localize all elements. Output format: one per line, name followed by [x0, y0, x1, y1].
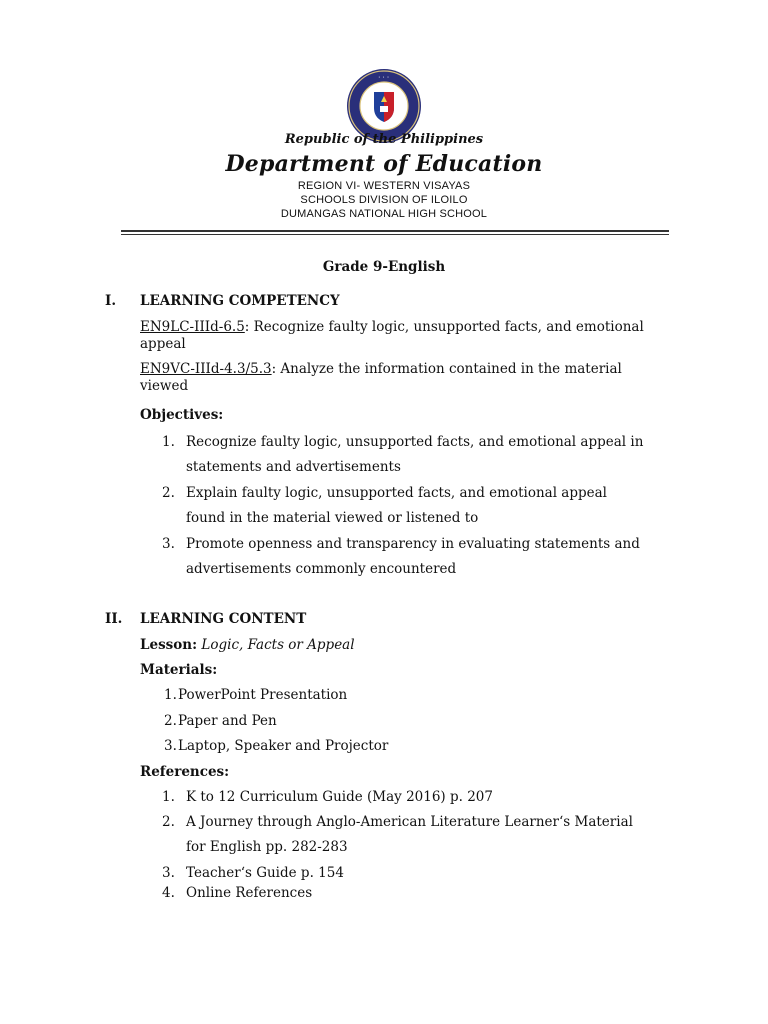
lesson-label: Lesson: — [140, 637, 198, 653]
competency-2-continuation: viewed — [140, 378, 189, 394]
reference-1-line1: K to 12 Curriculum Guide (May 2016) p. 207 — [186, 789, 493, 805]
department-title: Department of Education — [225, 151, 543, 177]
material-2-number: 2. — [164, 713, 177, 729]
references-label: References: — [140, 764, 230, 780]
objective-2-line2: found in the material viewed or listened to — [186, 510, 479, 526]
objective-1-number: 1. — [162, 434, 175, 450]
reference-1-number: 1. — [162, 789, 175, 805]
competency-1-continuation: appeal — [140, 336, 186, 352]
section-2-number: II. — [105, 611, 123, 627]
lesson-line — [140, 637, 355, 654]
reference-2-line2: for English pp. 282-283 — [186, 839, 348, 855]
reference-3-number: 3. — [162, 865, 175, 881]
reference-2-number: 2. — [162, 814, 175, 830]
competency-1-text: : Recognize faulty logic, unsupported facts, and emotional — [244, 319, 644, 335]
materials-label: Materials: — [140, 662, 218, 678]
competency-2-text: : Analyze the information contained in the material — [271, 361, 622, 377]
competency-2-code: EN9VC-IIId-4.3/5.3 — [140, 361, 272, 377]
material-1-number: 1. — [164, 687, 177, 703]
section-2-title: LEARNING CONTENT — [140, 611, 307, 627]
header-divider-thick — [121, 230, 669, 232]
objective-2-number: 2. — [162, 485, 175, 501]
material-3-text: Laptop, Speaker and Projector — [178, 738, 389, 754]
svg-text:· · ·: · · · — [378, 75, 390, 81]
section-1-number: I. — [105, 293, 117, 309]
competency-1-code: EN9LC-IIId-6.5 — [140, 319, 245, 335]
division-line: SCHOOLS DIVISION OF ILOILO — [300, 194, 468, 206]
competency-1 — [140, 319, 644, 336]
lesson-value: Logic, Facts or Appeal — [201, 637, 355, 653]
header-divider-thin — [121, 234, 669, 235]
material-1-text: PowerPoint Presentation — [178, 687, 348, 703]
objective-1-line2: statements and advertisements — [186, 459, 401, 475]
objective-3-line2: advertisements commonly encountered — [186, 561, 457, 577]
competency-2 — [140, 361, 622, 378]
material-2-text: Paper and Pen — [178, 713, 277, 729]
objective-2-line1: Explain faulty logic, unsupported facts, and emotional appeal — [186, 485, 607, 501]
objective-1-line1: Recognize faulty logic, unsupported facts, and emotional appeal in — [186, 434, 644, 450]
republic-line: Republic of the Philippines — [284, 132, 484, 147]
school-line: DUMANGAS NATIONAL HIGH SCHOOL — [280, 208, 488, 220]
section-1-title: LEARNING COMPETENCY — [140, 293, 340, 309]
reference-4-line1: Online References — [186, 885, 313, 901]
reference-2-line1: A Journey through Anglo-American Literature Learner‘s Material — [186, 814, 633, 830]
document-title: Grade 9-English — [322, 259, 446, 275]
reference-4-number: 4. — [162, 885, 175, 901]
objective-3-line1: Promote openness and transparency in evaluating statements and — [186, 536, 640, 552]
objectives-label: Objectives: — [140, 407, 224, 423]
reference-3-line1: Teacher‘s Guide p. 154 — [186, 865, 344, 881]
objective-3-number: 3. — [162, 536, 175, 552]
material-3-number: 3. — [164, 738, 177, 754]
region-line: REGION VI- WESTERN VISAYAS — [297, 180, 471, 192]
